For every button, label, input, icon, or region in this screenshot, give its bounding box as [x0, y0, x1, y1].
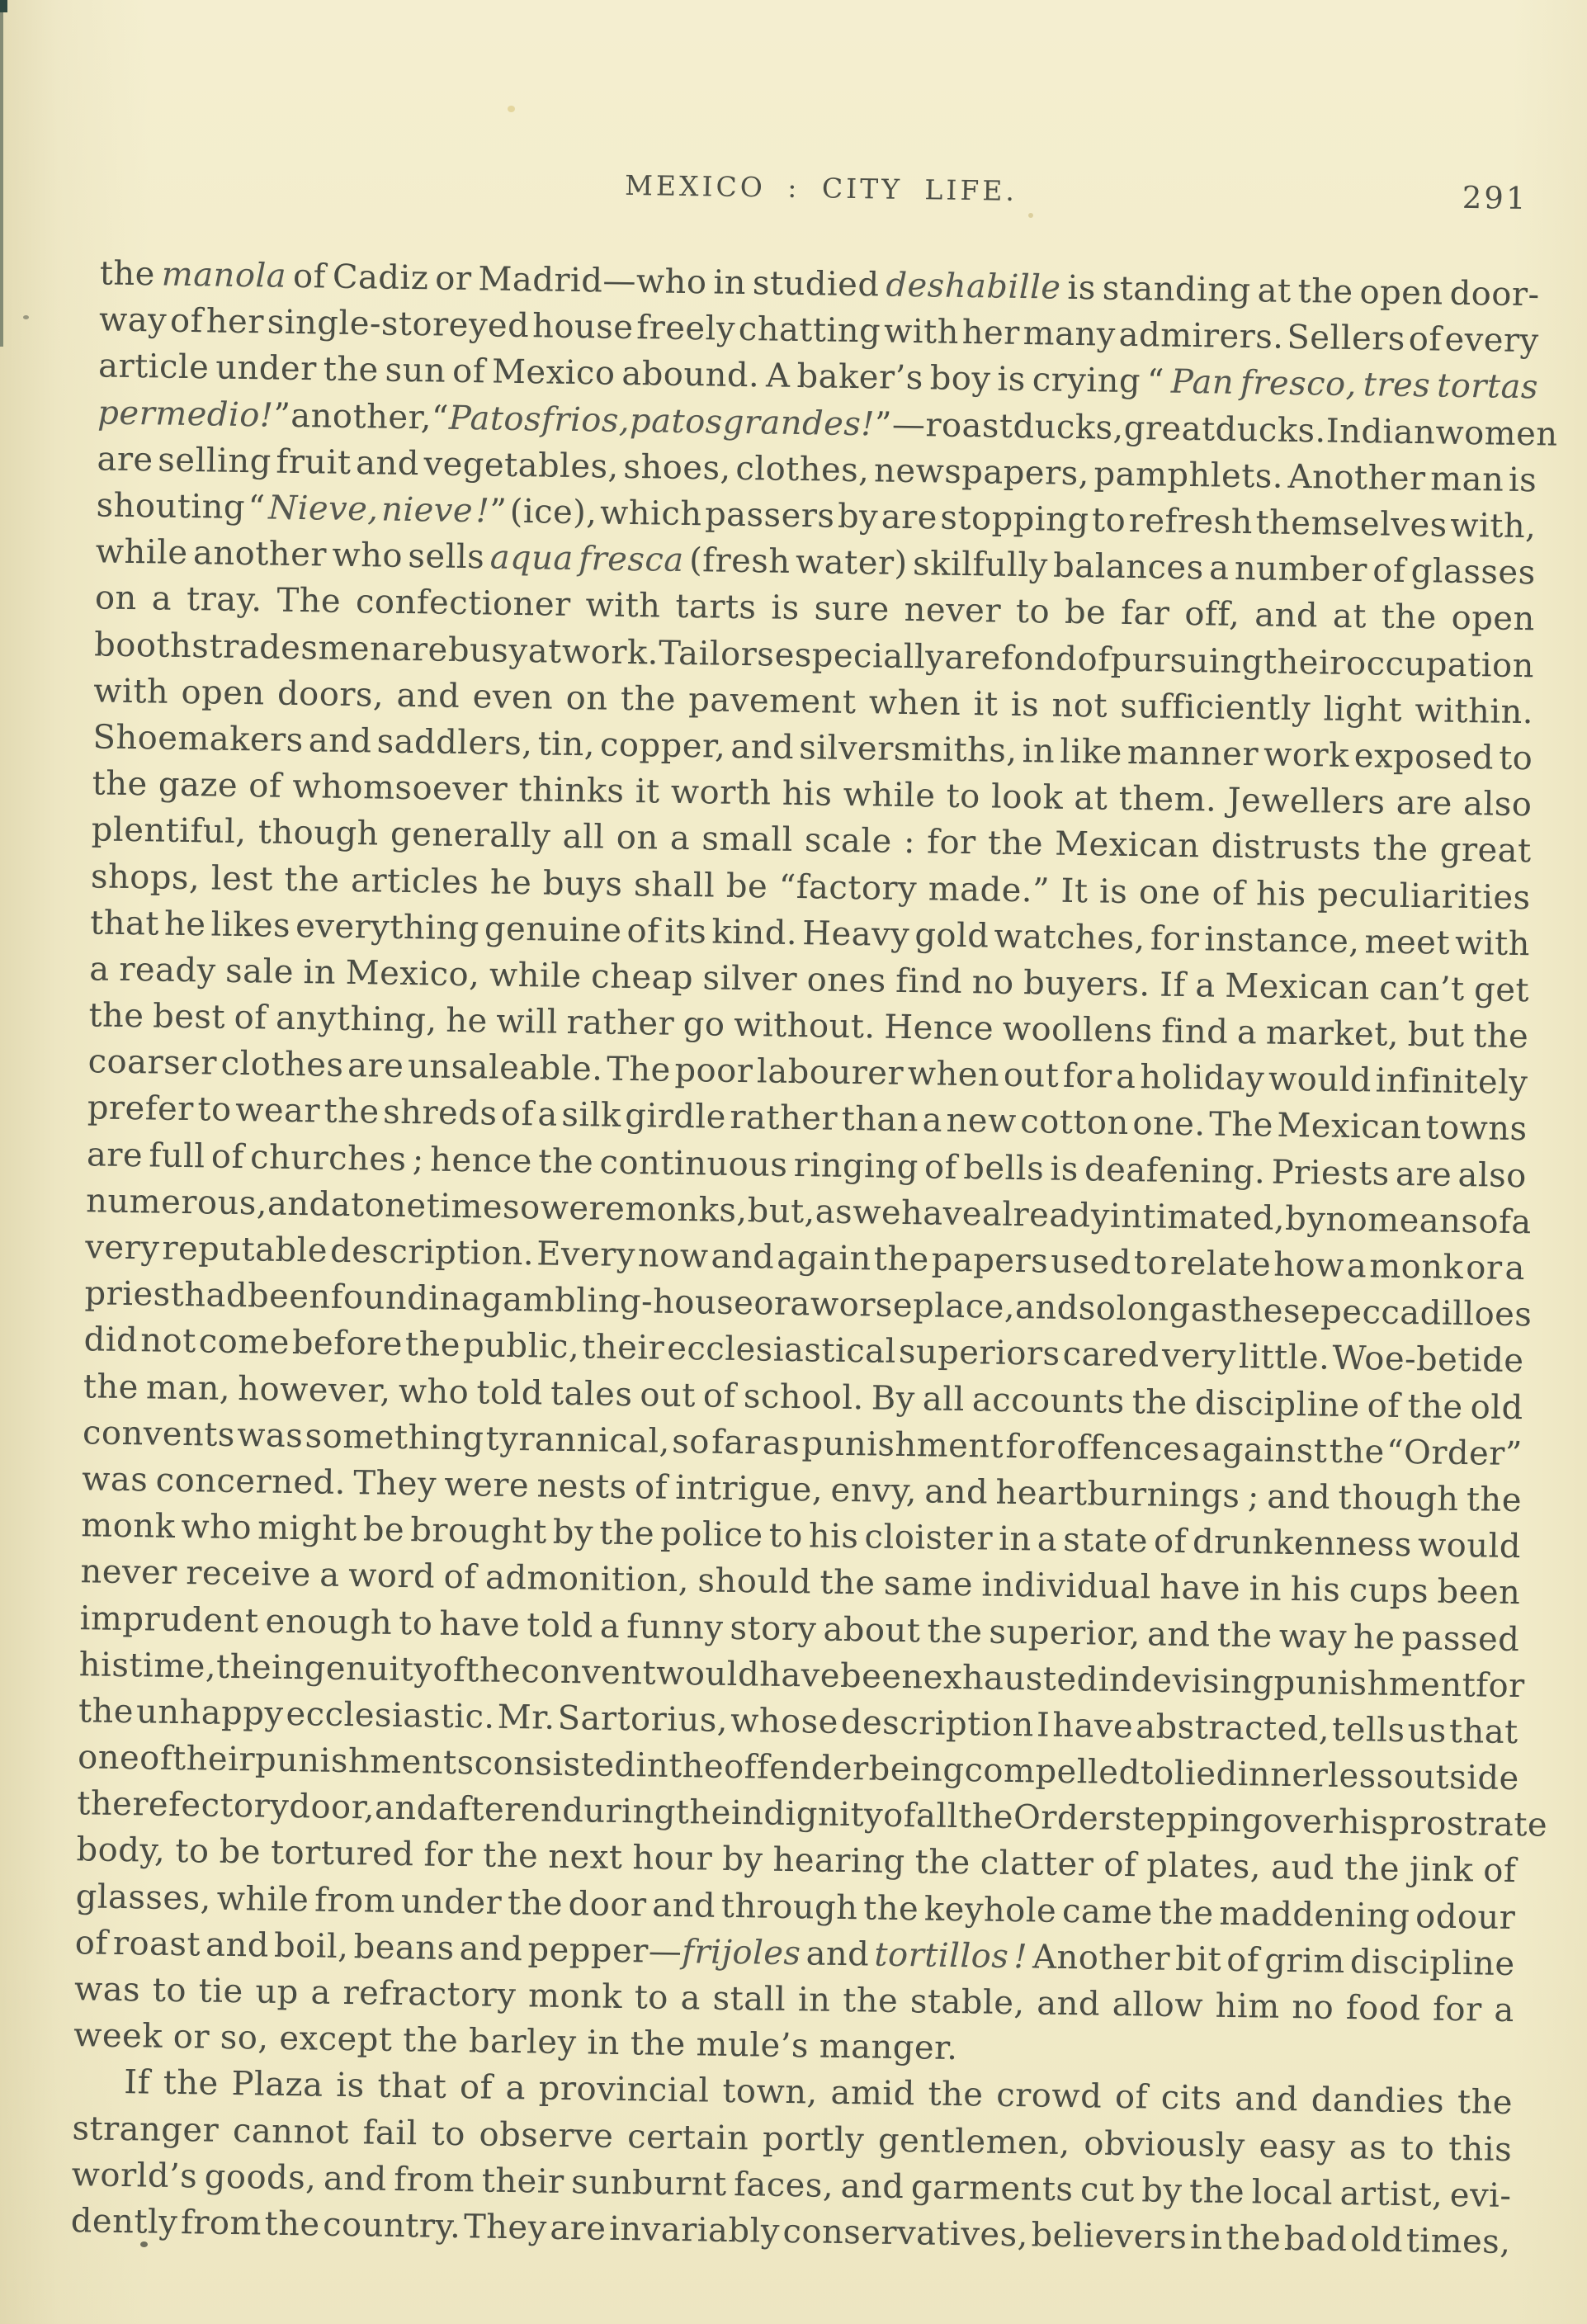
text-line: per medio !” another, “ Patos frios, patos grandes !”—roast ducks, great ducks. Indian women [97, 394, 1558, 454]
text-line: shops, lest the articles he buys shall be “factory made.” It is one of his peculiarities [90, 857, 1532, 917]
text-line: the refectory door, and after enduring the indignity of all the Order stepping over his prostrate [77, 1784, 1548, 1845]
text-line: the manola of Cadiz or Madrid—who in studied deshabille is standing at the open door- [99, 254, 1540, 314]
text-line: while another who sells aqua fresca (fresh water) skilfully balances a number of glasses [95, 532, 1537, 593]
text-line: very reputable description. Every now and again the papers used to relate how a monk or a [85, 1228, 1526, 1288]
text-line: are selling fruit and vegetables, shoes, clothes, newspapers, pamphlets. Another man is [97, 440, 1537, 500]
text-line: was to tie up a refractory monk to a stall in the stable, and allow him no food for a [73, 1970, 1515, 2030]
text-line: a ready sale in Mexico, while cheap silver ones find no buyers. If a Mexican can’t get [89, 950, 1530, 1010]
text-line: the best of anything, he will rather go without. Hence woollens find a market, but the [88, 996, 1529, 1056]
text-line: did not come before the public, their ecclesiastical superiors cared very little. Woe-betide [83, 1320, 1524, 1381]
text-line: Shoemakers and saddlers, tin, copper, and silversmiths, in like manner work exposed to [92, 718, 1533, 778]
text-line: with open doors, and even on the pavement when it is not sufficiently light within. [93, 672, 1534, 732]
text-line: the gaze of whomsoever thinks it worth his while to look at them. Jewellers are also [92, 764, 1533, 824]
text-line: one of their punishments consisted in the offender being compelled to lie dinnerless outside [77, 1738, 1520, 1798]
text-line: prefer to wear the shreds of a silk girdle rather than a new cotton one. The Mexican towns [87, 1089, 1528, 1149]
body-text-block [70, 250, 1558, 2265]
text-line: week or so, except the barley in the mule’s manger. [73, 2016, 958, 2068]
text-line: of roast and boil, beans and pepper—frijoles and tortillos ! Another bit of grim discipline [74, 1924, 1515, 1983]
text-line: booths tradesmen are busy at work. Tailors especially are fond of pursuing their occupation [93, 625, 1535, 685]
text-line: way of her single-storeyed house freely chatting with her many admirers. Sellers of every [98, 300, 1540, 361]
text-line: was concerned. They were nests of intrigue, envy, and heartburnings ; and though the [81, 1460, 1523, 1520]
page-number: 291 [1462, 179, 1528, 217]
text-line: dently from the country. They are invariably conservatives, believers in the bad old times, [70, 2202, 1511, 2262]
text-line: stranger cannot fail to observe certain portly gentlemen, obviously easy as to this [72, 2109, 1513, 2169]
text-line: shouting “ Nieve, nieve !” (ice), which passers by are stopping to refresh themselves with, [96, 486, 1537, 546]
text-line: his time, the ingenuity of the convent would have been exhausted in devising punishment for [78, 1645, 1526, 1705]
text-line: imprudent enough to have told a funny story about the superior, and the way he passed [79, 1599, 1520, 1659]
text-line: numerous, and at one time so were monks, but, as we have already intimated, by no means of a [85, 1182, 1533, 1242]
text-line: body, to be tortured for the next hour by hearing the clatter of plates, aud the jink of [76, 1830, 1517, 1891]
running-header-title: MEXICO : CITY LIFE. [624, 168, 1018, 207]
text-line: the unhappy ecclesiastic. Mr. Sartorius, whose description I have abstracted, tells us that [78, 1692, 1519, 1752]
running-header [101, 159, 1542, 220]
text-line: article under the sun of Mexico abound. A baker’s boy is crying “ Pan fresco, tres tortas [97, 347, 1539, 407]
scan-corner-mark [0, 0, 7, 12]
scan-edge-artifact [0, 0, 3, 347]
text-line: coarser clothes are unsaleable. The poor labourer when out for a holiday would infinitely [87, 1042, 1528, 1103]
text-line: monk who might be brought by the police to his cloister in a state of drunkenness would [81, 1506, 1522, 1566]
text-line: glasses, while from under the door and through the keyhole came the maddening odour [75, 1877, 1516, 1937]
text-line: convents was something tyrannical, so far as punishment for offences against the “Order” [82, 1414, 1523, 1473]
text-line: If the Plaza is that of a provincial town, amid the crowd of cits and dandies the [124, 2063, 1514, 2123]
text-line: never receive a word of admonition, should the same individual have in his cups been [80, 1552, 1521, 1613]
text-line: on a tray. The confectioner with tarts is sure never to be far off, and at the open [94, 579, 1536, 639]
text-line: plentiful, though generally all on a small scale : for the Mexican distrusts the great [91, 810, 1532, 871]
text-line: priest had been found in a gambling-house or a worse place, and so long as these peccadilloes [84, 1274, 1533, 1334]
text-line: are full of churches ; hence the continuous ringing of bells is deafening. Priests are also [86, 1135, 1528, 1195]
text-line: the man, however, who told tales out of school. By all accounts the discipline of the old [83, 1367, 1523, 1427]
text-line: that he likes everything genuine of its kind. Heavy gold watches, for instance, meet with [89, 904, 1531, 963]
text-line: world’s goods, and from their sunburnt faces, and garments cut by the local artist, evi- [71, 2155, 1512, 2215]
